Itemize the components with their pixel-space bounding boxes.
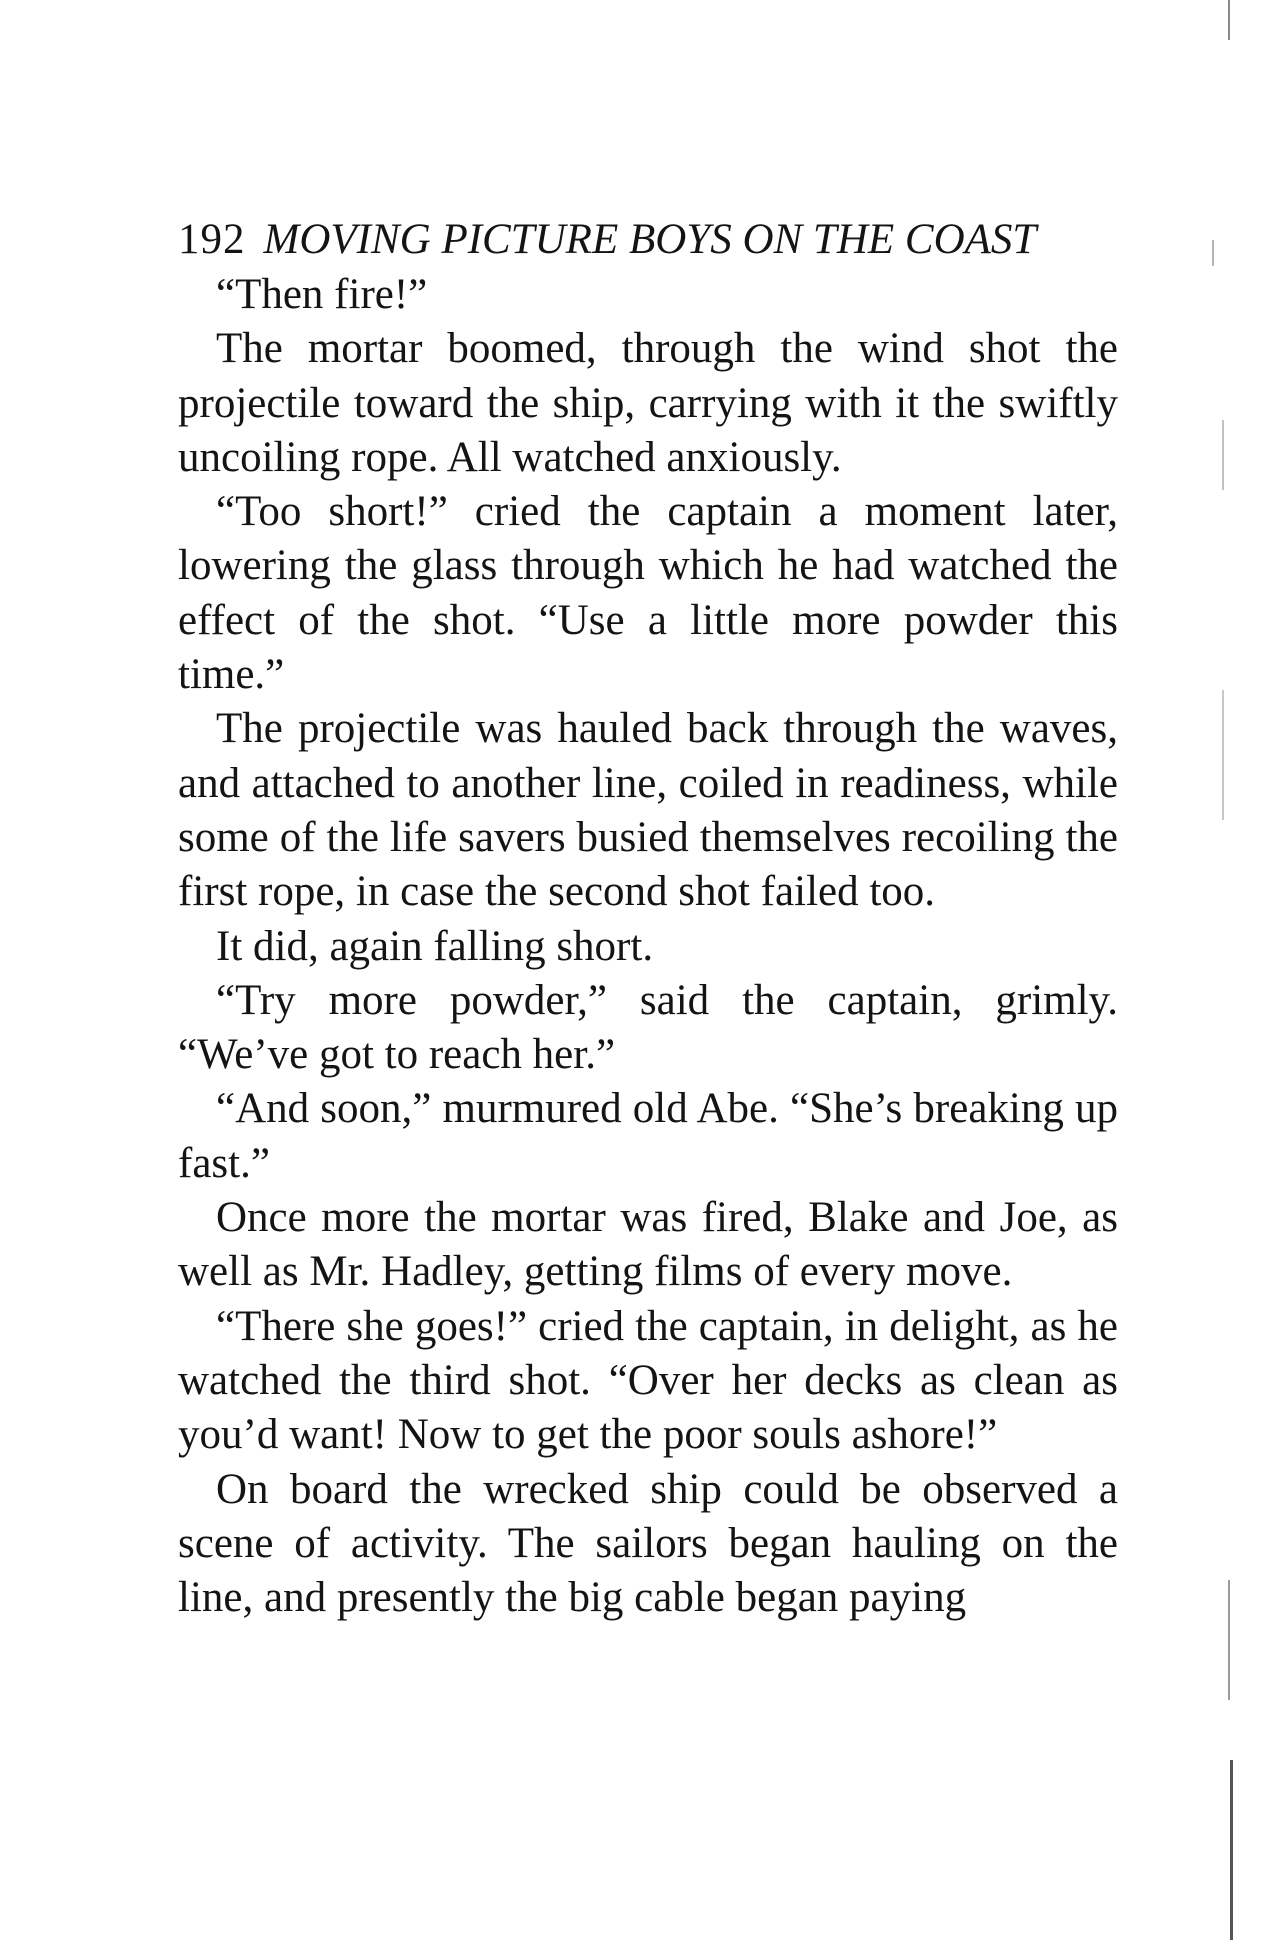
page-number: 192 [178, 216, 246, 263]
scan-artifact [1212, 240, 1214, 266]
scan-artifact [1230, 1760, 1233, 1940]
paragraph: “Too short!” cried the captain a moment later, lowering the glass through which he had watched the effect of the shot. “Use a little more powder this time.” [178, 488, 1118, 699]
scan-artifact [1228, 0, 1230, 40]
book-title: MOVING PICTURE BOYS ON THE COAST [263, 216, 1037, 263]
paragraph: It did, again falling short. [216, 922, 654, 970]
paragraph: Once more the mortar was fired, Blake and Joe, as well as Mr. Hadley, getting films of every move. [178, 1194, 1118, 1296]
paragraph: “And soon,” murmured old Abe. “She’s breaking up fast.” [178, 1085, 1118, 1187]
scan-artifact [1228, 1580, 1230, 1700]
paragraph: On board the wrecked ship could be observed a scene of activity. The sailors began hauling on the line, and presently the big cable began paying [178, 1465, 1118, 1622]
scan-artifact [1222, 690, 1224, 820]
paragraph: “Then fire!” [216, 271, 428, 318]
paragraph: “There she goes!” cried the captain, in delight, as he watched the third shot. “Over her decks as clean as you’d want! Now to get the poor souls ashore!” [178, 1302, 1118, 1459]
paragraph: The projectile was hauled back through the waves, and attached to another line, coiled in readiness, while some of the life savers busied themselves recoiling the first rope, in case the second shot failed too. [178, 705, 1118, 916]
scan-artifact [1222, 420, 1224, 490]
running-head [178, 212, 1138, 268]
body-text [178, 268, 1118, 1625]
paragraph: “Try more powder,” said the captain, grimly. “We’ve got to reach her.” [178, 976, 1118, 1079]
paragraph: The mortar boomed, through the wind shot the projectile toward the ship, carrying with it the swiftly uncoiling rope. All watched anxiously. [178, 325, 1118, 481]
